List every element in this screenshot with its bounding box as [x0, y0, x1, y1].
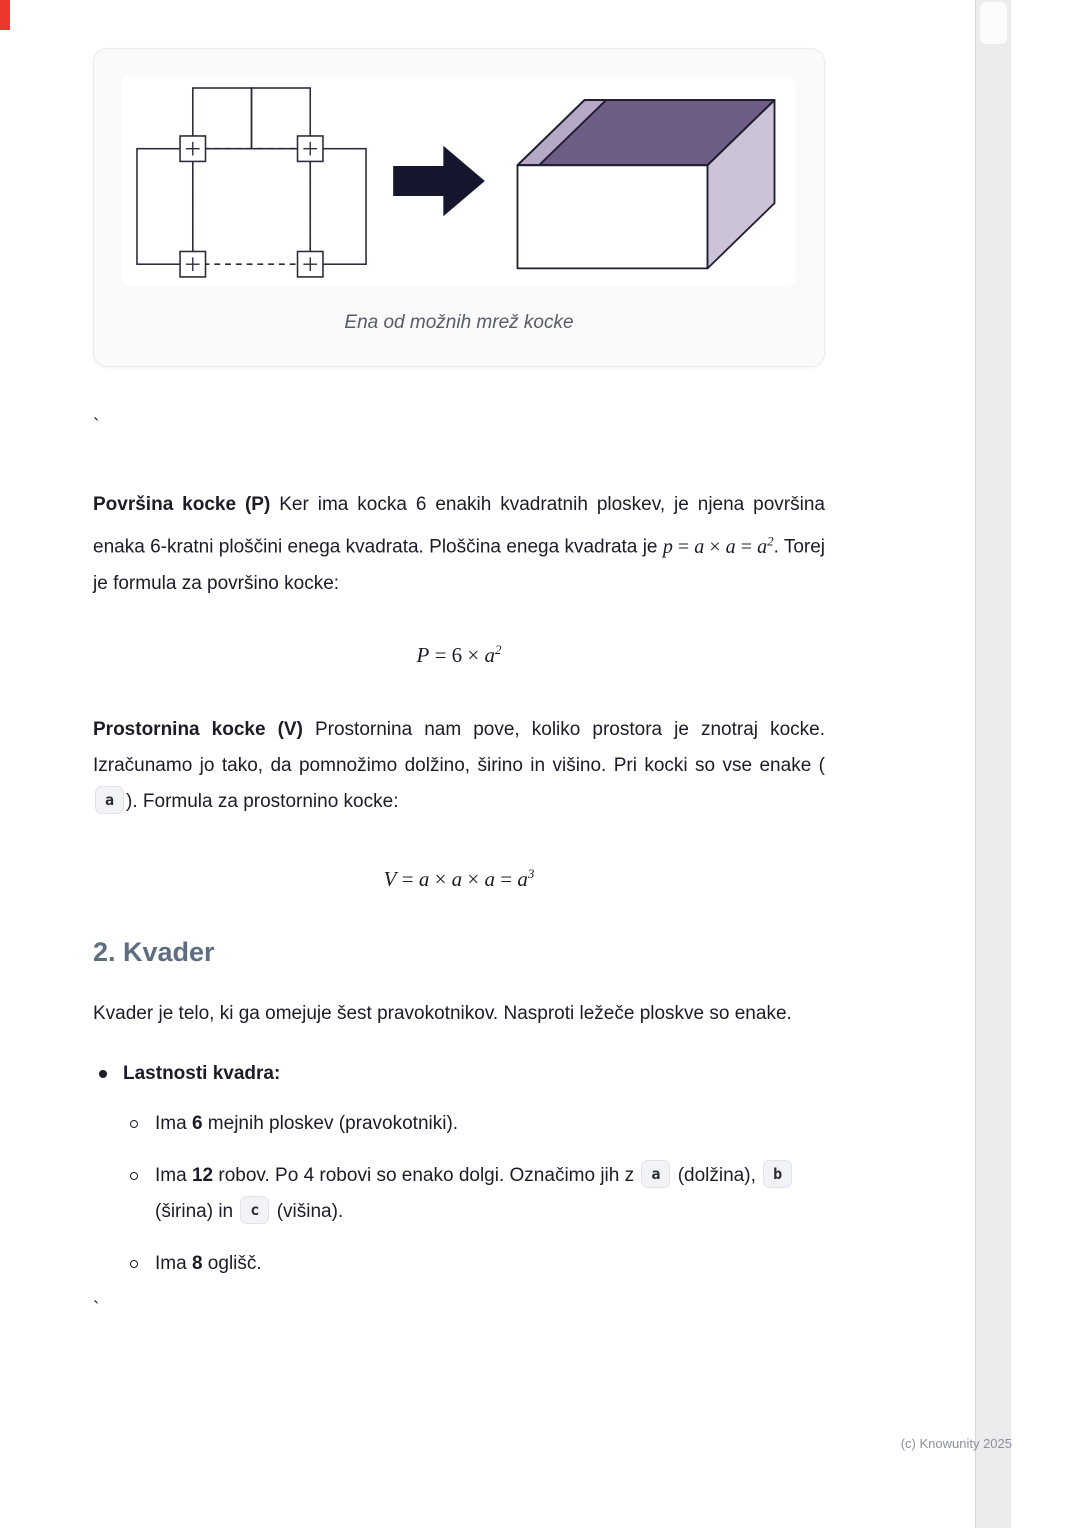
right-arrow-icon	[393, 140, 485, 222]
section-heading-kvader: 2. Kvader	[93, 936, 215, 967]
red-corner-marker	[0, 0, 10, 30]
volume-formula: $V = a \times a \times a = a^3$	[383, 865, 535, 891]
volume-paragraph	[93, 712, 825, 820]
surface-lead: Površina kocke (P)	[93, 494, 271, 515]
list-item-title	[93, 1056, 825, 1092]
inline-code-b: b	[763, 1160, 792, 1188]
stray-backtick: `	[93, 1298, 100, 1320]
stray-backtick: `	[93, 416, 100, 437]
circle-bullet-icon	[130, 1172, 138, 1180]
inline-code-c: c	[240, 1196, 269, 1224]
volume-lead: Prostornina kocke (V)	[93, 718, 303, 740]
bullet-icon	[99, 1070, 107, 1078]
inline-code-a: a	[641, 1160, 670, 1188]
figure-image	[122, 75, 796, 287]
circle-bullet-icon	[130, 1260, 138, 1268]
scrollbar-track[interactable]	[975, 0, 1011, 1528]
inline-formula: $p = a \times a = a^2$	[662, 533, 774, 558]
surface-text-1: Ker ima kocka 6 enakih kvadratnih ploskev, je njena površina enaka 6-kratni ploščini enega kvadrata. Ploščina enega kvadrata je	[93, 494, 825, 558]
copyright-notice: (c) Knowunity 2025	[900, 1436, 1012, 1451]
document-content	[93, 48, 825, 1328]
volume-text-1: Prostornina nam pove, koliko prostora je znotraj kocke. Izračunamo jo tako, da pomnožimo dolžino, širino in višino. Pri kocki so vse enake (	[93, 718, 825, 776]
figure-caption: Ena od možnih mrež kocke	[344, 312, 574, 333]
kvader-intro-paragraph: Kvader je telo, ki ga omejuje šest pravokotnikov. Nasproti ležeče ploskve so enake.	[93, 1002, 792, 1024]
surface-formula: $P = 6 \times a^2$	[416, 641, 502, 667]
volume-text-2: ). Formula za prostornino kocke:	[126, 790, 399, 812]
circle-bullet-icon	[130, 1120, 138, 1128]
list-item: Ima 12 robov. Po 4 robovi so enako dolgi. Označimo jih z a (dolžina), b (širina) in c (višina).	[93, 1158, 825, 1230]
scrollbar-thumb[interactable]	[980, 2, 1007, 44]
properties-sublist	[93, 1106, 825, 1282]
inline-code-a: a	[95, 786, 124, 814]
properties-list	[93, 1056, 825, 1282]
open-cube-drawing	[510, 91, 782, 272]
surface-text-2: . Torej je formula za površino kocke:	[93, 536, 826, 594]
cube-net-drawing	[136, 84, 368, 278]
list-title: Lastnosti kvadra:	[123, 1062, 281, 1084]
list-item: Ima 8 oglišč.	[93, 1246, 825, 1282]
figure-card	[93, 48, 825, 367]
surface-paragraph	[93, 487, 825, 602]
list-item: Ima 6 mejnih ploskev (pravokotniki).	[93, 1106, 825, 1142]
